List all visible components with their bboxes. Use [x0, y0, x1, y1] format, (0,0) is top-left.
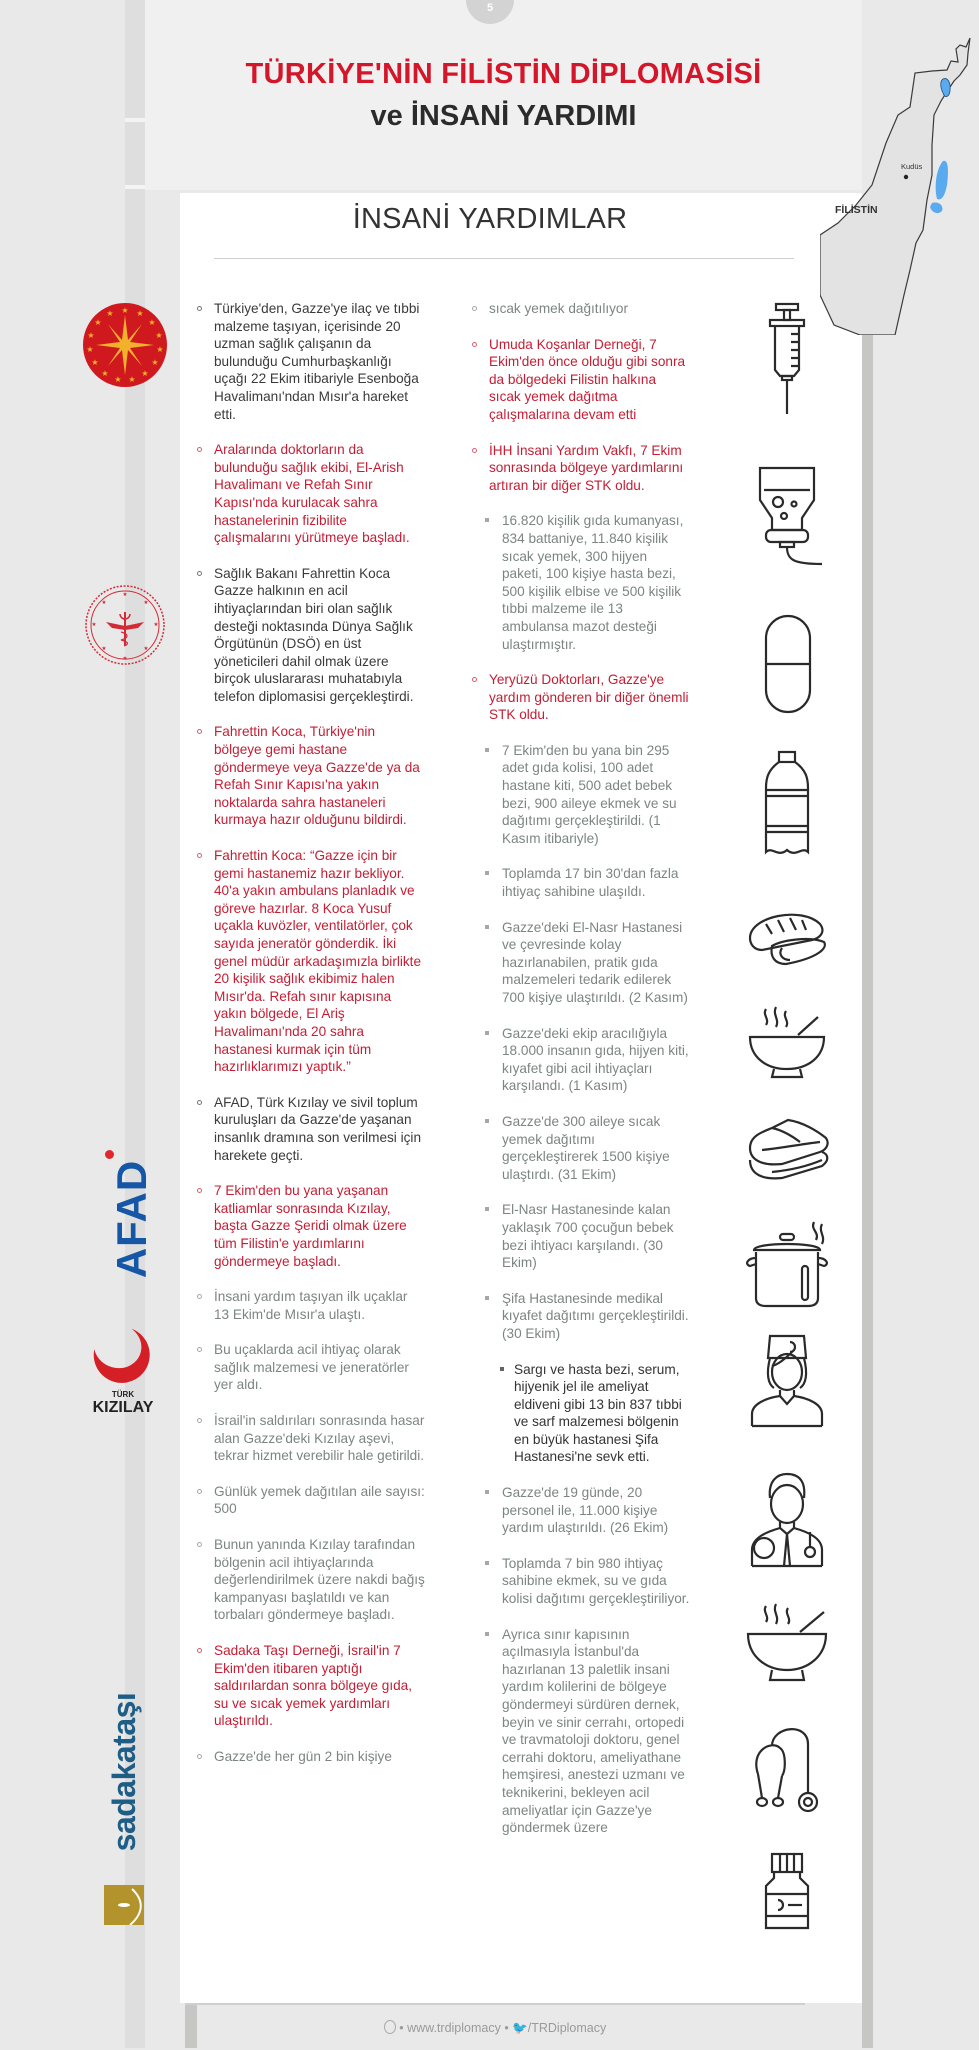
svg-text:★: ★	[101, 369, 109, 378]
afad-logo	[104, 1150, 155, 1279]
medicine-bottle-icon	[742, 1850, 832, 1932]
kizilay-crescent-logo	[92, 1325, 152, 1385]
list-item: 16.820 kişilik gıda kumanyası, 834 battaniye, 11.840 kişilik sıcak yemek, 300 hijyen paketi, 100 kişiye hasta bezi, 500 kişilik elbise ve 500 kişilik tıbbi malzeme ile 13 ambulansa mazot desteği ulaştırmıştır.	[470, 512, 690, 653]
list-item: Gazze'deki El-Nasr Hastanesi ve çevresinde kolay hazırlanabilen, pratik gıda malzemeleri tedarik edilerek 700 kişiye ulaştırıldı. (2 Kasım)	[470, 919, 690, 1007]
list-item: 7 Ekim'den bu yana bin 295 adet gıda kolisi, 100 adet hastane kiti, 500 adet bebek bezi, 900 aileye ekmek ve su dağıtımı gerçekleştirildi. (1 Kasım itibariyle)	[470, 742, 690, 848]
sadakatasi-emblem	[104, 1885, 144, 1925]
list-item: Günlük yemek dağıtılan aile sayısı: 500	[195, 1483, 425, 1518]
bread-icon	[742, 902, 832, 972]
list-item: Sağlık Bakanı Fahrettin Koca Gazze halkının en acil ihtiyaçlarından biri olan sağlık desteği noktasında Dünya Sağlık Örgütünün (DSÖ) en üst yöneticileri dahil olmak üzere birçok uluslararası muhatabıyla telefon diplomasisi gerçekleştirdi.	[195, 565, 425, 706]
svg-text:★: ★	[91, 358, 99, 367]
svg-text:★: ★	[156, 345, 164, 354]
list-item: İnsani yardım taşıyan ilk uçaklar 13 Ekim'de Mısır'a ulaştı.	[195, 1288, 425, 1323]
list-item: Gazze'de 19 günde, 20 personel ile, 11.000 kişiye yardım ulaştırıldı. (26 Ekim)	[470, 1484, 690, 1537]
blood-bag-icon	[742, 460, 832, 580]
svg-text:★: ★	[141, 369, 149, 378]
list-item: Yeryüzü Doktorları, Gazze'ye yardım gönderen bir diğer önemli STK oldu.	[470, 671, 690, 724]
section-divider	[214, 258, 794, 259]
svg-text:★: ★	[155, 331, 163, 340]
footer-handle[interactable]: /TRDiplomacy	[527, 2021, 607, 2035]
dead-sea-south	[930, 202, 942, 213]
svg-text:★: ★	[143, 600, 149, 606]
svg-text:★: ★	[106, 309, 114, 318]
palestine-map	[820, 35, 979, 335]
svg-text:★: ★	[148, 318, 156, 327]
list-item: Aralarında doktorların da bulunduğu sağlık ekibi, El-Arish Havalimanı ve Refah Sınır Kapısı'nda kurulacak sahra hastanelerinin fizibilite çalışmalarını yürütmeye başladı.	[195, 441, 425, 547]
afad-red-dot	[105, 1150, 114, 1159]
left-text-column	[195, 300, 425, 1784]
right-text-column	[470, 300, 690, 1855]
footer-website[interactable]: • www.trdiplomacy •	[399, 2021, 513, 2035]
dead-sea	[936, 161, 948, 200]
svg-text:★: ★	[86, 345, 94, 354]
page-title: TÜRKİYE'NİN FİLİSTİN DİPLOMASİSİ	[245, 58, 762, 90]
kudus-label: Kudüs	[901, 162, 923, 171]
list-item: Sadaka Taşı Derneği, İsrail'in 7 Ekim'den itibaren yaptığı saldırılardan sonra bölgeye gıda, su ve sıcak yemek yardımları ulaştırıldı.	[195, 1642, 425, 1730]
list-item: 7 Ekim'den bu yana yaşanan katliamlar sonrasında Kızılay, başta Gazze Şeridi olmak üzere tüm Filistin'e yardımlarını göndermeye başladı.	[195, 1182, 425, 1270]
list-item: İsrail'in saldırıları sonrasında hasar alan Gazze'deki Kızılay aşevi, tekrar hizmet verebilir hale getirildi.	[195, 1412, 425, 1465]
cooking-pot-icon	[742, 1218, 832, 1310]
right-decor-bar	[862, 290, 873, 2048]
list-item: Toplamda 7 bin 980 ihtiyaç sahibine ekmek, su ve gıda kolisi dağıtımı gerçekleştiriliyor.	[470, 1555, 690, 1608]
stethoscope-icon	[742, 1720, 832, 1820]
list-item: Bu uçaklarda acil ihtiyaç olarak sağlık malzemesi ve jeneratörler yer aldı.	[195, 1341, 425, 1394]
soup-bowl-icon	[742, 1600, 832, 1690]
filistin-label: FİLİSTİN	[835, 204, 878, 216]
list-item: İHH İnsani Yardım Vakfı, 7 Ekim sonrasında bölgeye yardımlarını artıran bir diğer STK oldu.	[470, 442, 690, 495]
afad-wordmark: AFAD	[108, 1159, 155, 1279]
cumhurbaskanligi-seal-logo	[82, 302, 168, 388]
list-item: AFAD, Türk Kızılay ve sivil toplum kuruluşları da Gazze'de yaşanan insanlık dramına son verilmesi için harekete geçti.	[195, 1094, 425, 1164]
svg-text:★: ★	[121, 306, 129, 315]
list-item: Fahrettin Koca, Türkiye'nin bölgeye gemi hastane göndermeye veya Gazze'de ya da Refah Sınır Kapısı'na yakın noktalarda sahra hastaneleri kurmaya hazır olduğunu bildirdi.	[195, 723, 425, 829]
list-item: Şifa Hastanesinde medikal kıyafet dağıtımı gerçekleştirildi. (30 Ekim)	[470, 1290, 690, 1343]
list-item: sıcak yemek dağıtılıyor	[470, 300, 690, 318]
list-item: Ayrıca sınır kapısının açılmasıyla İstanbul'da hazırlanan 13 paletlik insani yardım kolilerini de bölgeye göndermeyi sürdüren dernek, beyin ve sinir cerrahı, ortopedi ve travmatoloji doktoru, genel cerrahi doktoru, ameliyathane hemşiresi, anestezi uzmanı ve teknikerini, bekleyen acil ameliyatlar için Gazze'ye göndermek üzere	[470, 1626, 690, 1837]
list-item: Türkiye'den, Gazze'ye ilaç ve tıbbi malzeme taşıyan, içerisinde 20 uzman sağlık çalışanın da bulunduğu Cumhurbaşkanlığı uçağı 22 Ekim itibariyle Esenboğa Havalimanı'ndan Mısır'a hareket etti.	[195, 300, 425, 423]
nurse-icon	[742, 1330, 832, 1430]
list-item: Fahrettin Koca: “Gazze için bir gemi hastanemiz hazır bekliyor. 40'a yakın ambulans planladık ve göreve hazırlar. 8 Koca Yusuf uçakla kuvözler, ventilatörler, çok sayıda jeneratör gönderdik. İki genel müdür arkadaşımızla birlikte 20 kişilik sağlık ekibimiz halen Mısır'da. Refah sınır kapısına yakın bölgede, El Ariş Havalimanı'nda 20 sahra hastanesi kurmak için tüm hazırlıklarımızı yaptık.”	[195, 847, 425, 1076]
list-item: Gazze'de her gün 2 bin kişiye	[195, 1748, 425, 1766]
list-item: Umuda Koşanlar Derneği, 7 Ekim'den önce olduğu gibi sonra da bölgedeki Filistin halkına sıcak yemek dağıtma çalışmalarına devam etti	[470, 336, 690, 424]
list-item: Sargı ve hasta bezi, serum, hijyenik jel ile ameliyat eldiveni gibi 13 bin 837 tıbbi ve sarf malzemesi bölgenin en büyük hastanesi Şifa Hastanesi'ne sevk etti.	[470, 1361, 690, 1467]
svg-text:★: ★	[122, 592, 128, 598]
kudus-marker	[904, 175, 908, 179]
page-number: 5	[466, 0, 514, 24]
list-item: Gazze'de 300 aileye sıcak yemek dağıtımı gerçekleştirerek 1500 kişiye ulaştırdı. (31 Ekim)	[470, 1113, 690, 1183]
svg-text:★: ★	[122, 656, 128, 662]
svg-text:★: ★	[136, 309, 144, 318]
section-title: İNSANİ YARDIMLAR	[352, 203, 628, 235]
svg-text:★: ★	[101, 600, 107, 606]
list-item: El-Nasr Hastanesinde kalan yaklaşık 700 çocuğun bebek bezi ihtiyacı karşılandı. (30 Ekim)	[470, 1201, 690, 1271]
doctor-icon	[742, 1470, 832, 1570]
svg-text:★: ★	[128, 375, 136, 384]
svg-text:★: ★	[87, 331, 95, 340]
blanket-icon	[742, 1112, 832, 1200]
svg-text:★: ★	[151, 358, 159, 367]
svg-text:★: ★	[101, 646, 107, 652]
svg-text:★: ★	[94, 318, 102, 327]
header-band	[145, 0, 862, 190]
footer-credits	[185, 2020, 805, 2036]
twitter-icon: 🐦	[512, 2021, 528, 2035]
soup-bowl-icon	[742, 1005, 832, 1087]
capsule-icon	[742, 612, 832, 720]
saglik-bakanligi-logo	[84, 584, 166, 666]
list-item: Toplamda 17 bin 30'dan fazla ihtiyaç sahibine ulaşıldı.	[470, 865, 690, 900]
sadakatasi-logo	[104, 1682, 144, 1862]
svg-text:★: ★	[114, 375, 122, 384]
divider	[125, 185, 145, 189]
sadakatasi-wordmark: sadakataşı	[106, 1692, 142, 1852]
syringe-icon	[742, 300, 832, 420]
divider	[125, 118, 145, 122]
svg-text:★: ★	[91, 622, 97, 628]
list-item: Bunun yanında Kızılay tarafından bölgenin acil ihtiyaçlarında değerlendirilmek üzere nakdi bağış kampanyası başlatıldı ve kan torbaları göndermeye başladı.	[195, 1536, 425, 1624]
trdiplomacy-logo-icon	[384, 2020, 396, 2034]
kizilay-wordmark	[78, 1390, 168, 1416]
list-item: Gazze'deki ekip aracılığıyla 18.000 insanın gıda, hijyen kiti, kıyafet gibi acil ihtiyaçları karşılandı. (1 Kasım)	[470, 1025, 690, 1095]
kizilay-turk: TÜRK	[111, 1390, 135, 1399]
water-bottle-icon	[742, 748, 832, 860]
svg-text:★: ★	[143, 646, 149, 652]
svg-text:★: ★	[153, 622, 159, 628]
kizilay-name: KIZILAY	[92, 1399, 154, 1416]
page-title-line2: ve İNSANİ YARDIMI	[370, 100, 637, 132]
